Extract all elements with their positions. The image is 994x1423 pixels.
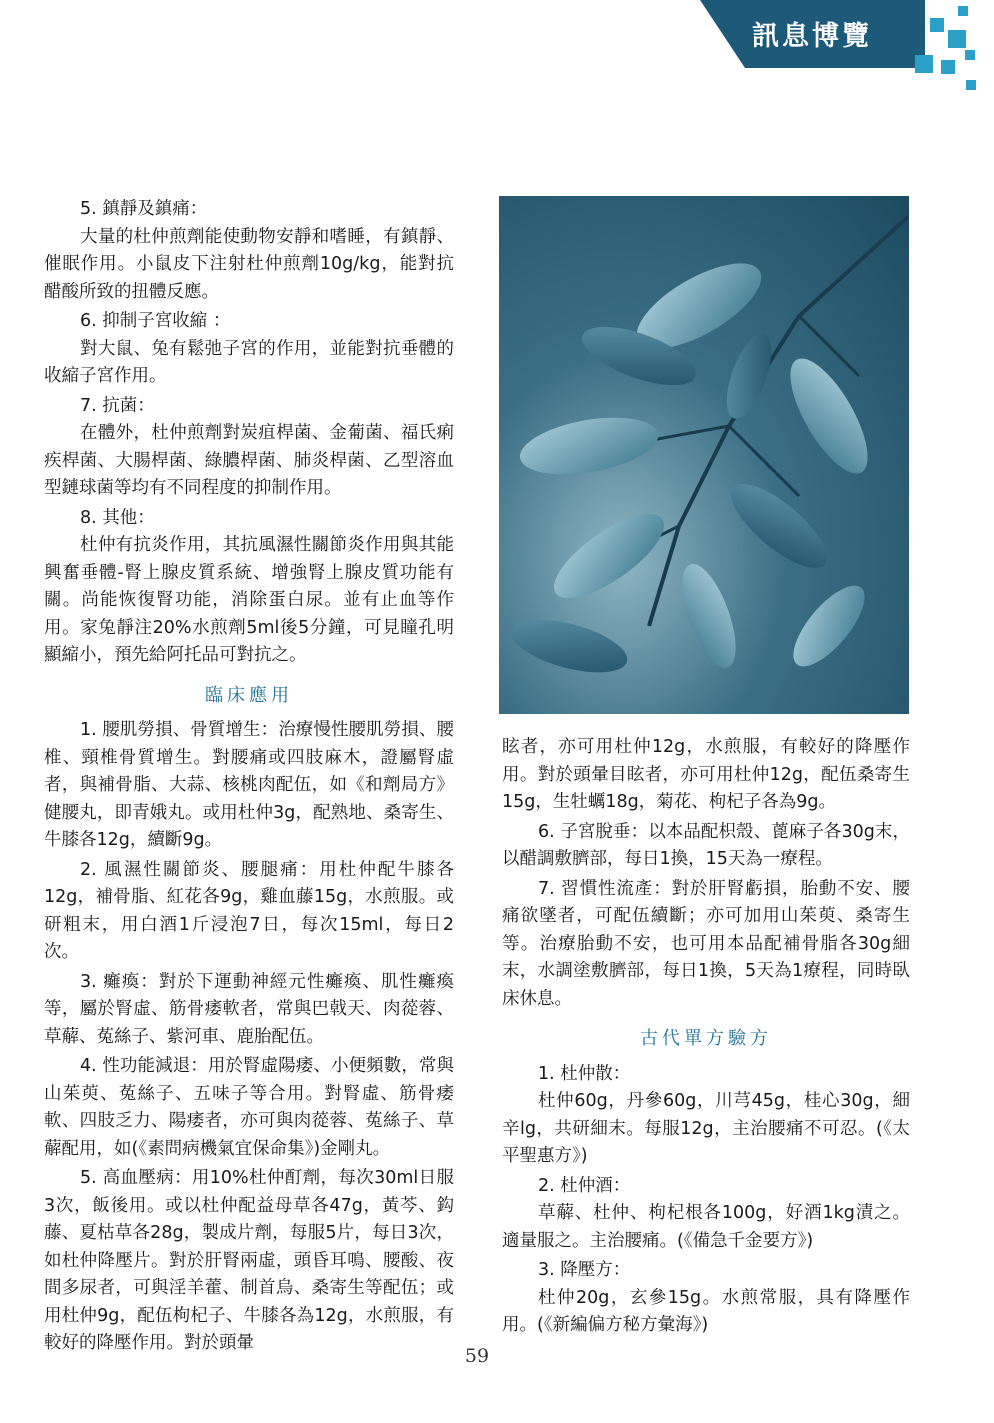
sub-heading: 6. 抑制子宮收縮 ： bbox=[80, 311, 231, 331]
decor-square bbox=[930, 18, 944, 32]
paragraph: 大量的杜仲煎劑能使動物安靜和嗜睡，有鎮靜、催眠作用。小鼠皮下注射杜仲煎劑10g/kg，能對抗醋酸所致的扭體反應。 bbox=[44, 226, 454, 302]
page-number: 59 bbox=[464, 1345, 490, 1367]
sub-heading: 3. 降壓方： bbox=[538, 1260, 631, 1280]
eucommia-leaves-photo bbox=[499, 196, 909, 714]
paragraph: 杜仲有抗炎作用，其抗風濕性關節炎作用與其能興奮垂體-腎上腺皮質系統、增強腎上腺皮質功能有關。尚能恢復腎功能，消除蛋白尿。並有止血等作用。家兔靜注20%水煎劑5ml後5分鐘，可見瞳孔明顯縮小，預先給阿托品可對抗之。 bbox=[44, 535, 454, 665]
decor-square bbox=[958, 6, 968, 16]
sub-heading: 8. 其他： bbox=[80, 507, 155, 528]
sub-heading: 7. 抗菌： bbox=[80, 395, 155, 416]
paragraph: 2. 風濕性關節炎、腰腿痛：用杜仲配牛膝各12g，補骨脂、紅花各9g，雞血藤15g，水煎服。或研粗末，用白酒1斤浸泡7日，每次15ml，每日2次。 bbox=[44, 859, 454, 962]
sub-heading: 2. 杜仲酒： bbox=[538, 1175, 631, 1196]
decor-square bbox=[941, 60, 955, 74]
decor-square bbox=[915, 55, 933, 73]
decor-square bbox=[965, 50, 975, 60]
sub-heading: 5. 鎮靜及鎮痛： bbox=[80, 199, 208, 219]
leaf-shapes bbox=[505, 247, 882, 683]
paragraph: 草薢、杜仲、枸杞根各100g，好酒1kg漬之。適量服之。主治腰痛。(《備急千金要方》) bbox=[502, 1203, 910, 1251]
section-title: 訊息博覽 bbox=[752, 21, 872, 52]
paragraph: 4. 性功能減退：用於腎虛陽痿、小便頻數，常與山茱萸、菟絲子、五味子等合用。對腎虛、筋骨痿軟、四肢乏力、陽痿者，亦可與肉蓯蓉、菟絲子、草薢配用，如(《素問病機氣宜保命集》)金剛丸。 bbox=[44, 1056, 454, 1159]
paragraph: 在體外，杜仲煎劑對炭疽桿菌、金葡菌、福氏痢疾桿菌、大腸桿菌、綠膿桿菌、肺炎桿菌、乙型溶血型鏈球菌等均有不同程度的抑制作用。 bbox=[44, 423, 454, 498]
paragraph: 對大鼠、兔有鬆弛子宮的作用，並能對抗垂體的收縮子宮作用。 bbox=[44, 338, 454, 386]
paragraph: 杜仲20g，玄參15g。水煎常服，具有降壓作用。(《新編偏方秘方彙海》) bbox=[502, 1287, 910, 1335]
decor-square bbox=[948, 30, 966, 48]
leaves-illustration bbox=[499, 196, 909, 714]
decor-square bbox=[966, 80, 976, 90]
paragraph: 6. 子宮脫垂：以本品配枳殼、蓖麻子各30g末，以醋調敷臍部，每日1換，15天為一療程。 bbox=[502, 821, 910, 869]
paragraph: 杜仲60g，丹參60g，川芎45g，桂心30g，細辛lg，共研細末。每服12g，主治腰痛不可忍。(《太平聖惠方》) bbox=[502, 1091, 910, 1166]
left-column bbox=[44, 196, 454, 1358]
paragraph: 5. 高血壓病：用10%杜仲酊劑，每次30ml日服3次，飯後用。或以杜仲配益母草各47g，黃芩、鈎藤、夏枯草各28g，製成片劑，每服5片，每日3次，如杜仲降壓片。對於肝腎兩虛，頭昏耳鳴、腰酸、夜間多尿者，可與淫羊藿、制首烏、桑寄生等配伍；或用杜仲9g，配伍枸杞子、牛膝各為12g，水煎服，有較好的降壓作用。對於頭暈 bbox=[44, 1168, 454, 1353]
sub-heading: 1. 杜仲散： bbox=[538, 1063, 631, 1084]
section-heading: 臨床應用 bbox=[205, 684, 293, 706]
paragraph: 1. 腰肌勞損、骨質增生：治療慢性腰肌勞損、腰椎、頸椎骨質增生。對腰痛或四肢麻木，證屬腎虛者，與補骨脂、大蒜、核桃肉配伍，如《和劑局方》健腰丸，即青娥丸。或用杜仲3g，配熟地、桑寄生、牛膝各12g，續斷9g。 bbox=[44, 720, 454, 850]
section-heading: 古代單方驗方 bbox=[640, 1028, 772, 1049]
paragraph: 7. 習慣性流產：對於肝腎虧損，胎動不安、腰痛欲墜者，可配伍續斷；亦可加用山茱萸、桑寄生等。治療胎動不安，也可用本品配補骨脂各30g細末，水調塗敷臍部，每日1換，5天為1療程，同時臥床休息。 bbox=[502, 878, 910, 1009]
paragraph: 眩者，亦可用杜仲12g，水煎服，有較好的降壓作用。對於頭暈目眩者，亦可用杜仲12g，配伍桑寄生15g，生牡蠣18g，菊花、枸杞子各為9g。 bbox=[502, 737, 910, 812]
right-column bbox=[502, 734, 910, 1340]
paragraph: 3. 癱瘓：對於下運動神經元性癱瘓、肌性癱瘓等，屬於腎虛、筋骨痿軟者，常與巴戟天、肉蓯蓉、草薢、菟絲子、紫河車、鹿胎配伍。 bbox=[44, 971, 454, 1047]
